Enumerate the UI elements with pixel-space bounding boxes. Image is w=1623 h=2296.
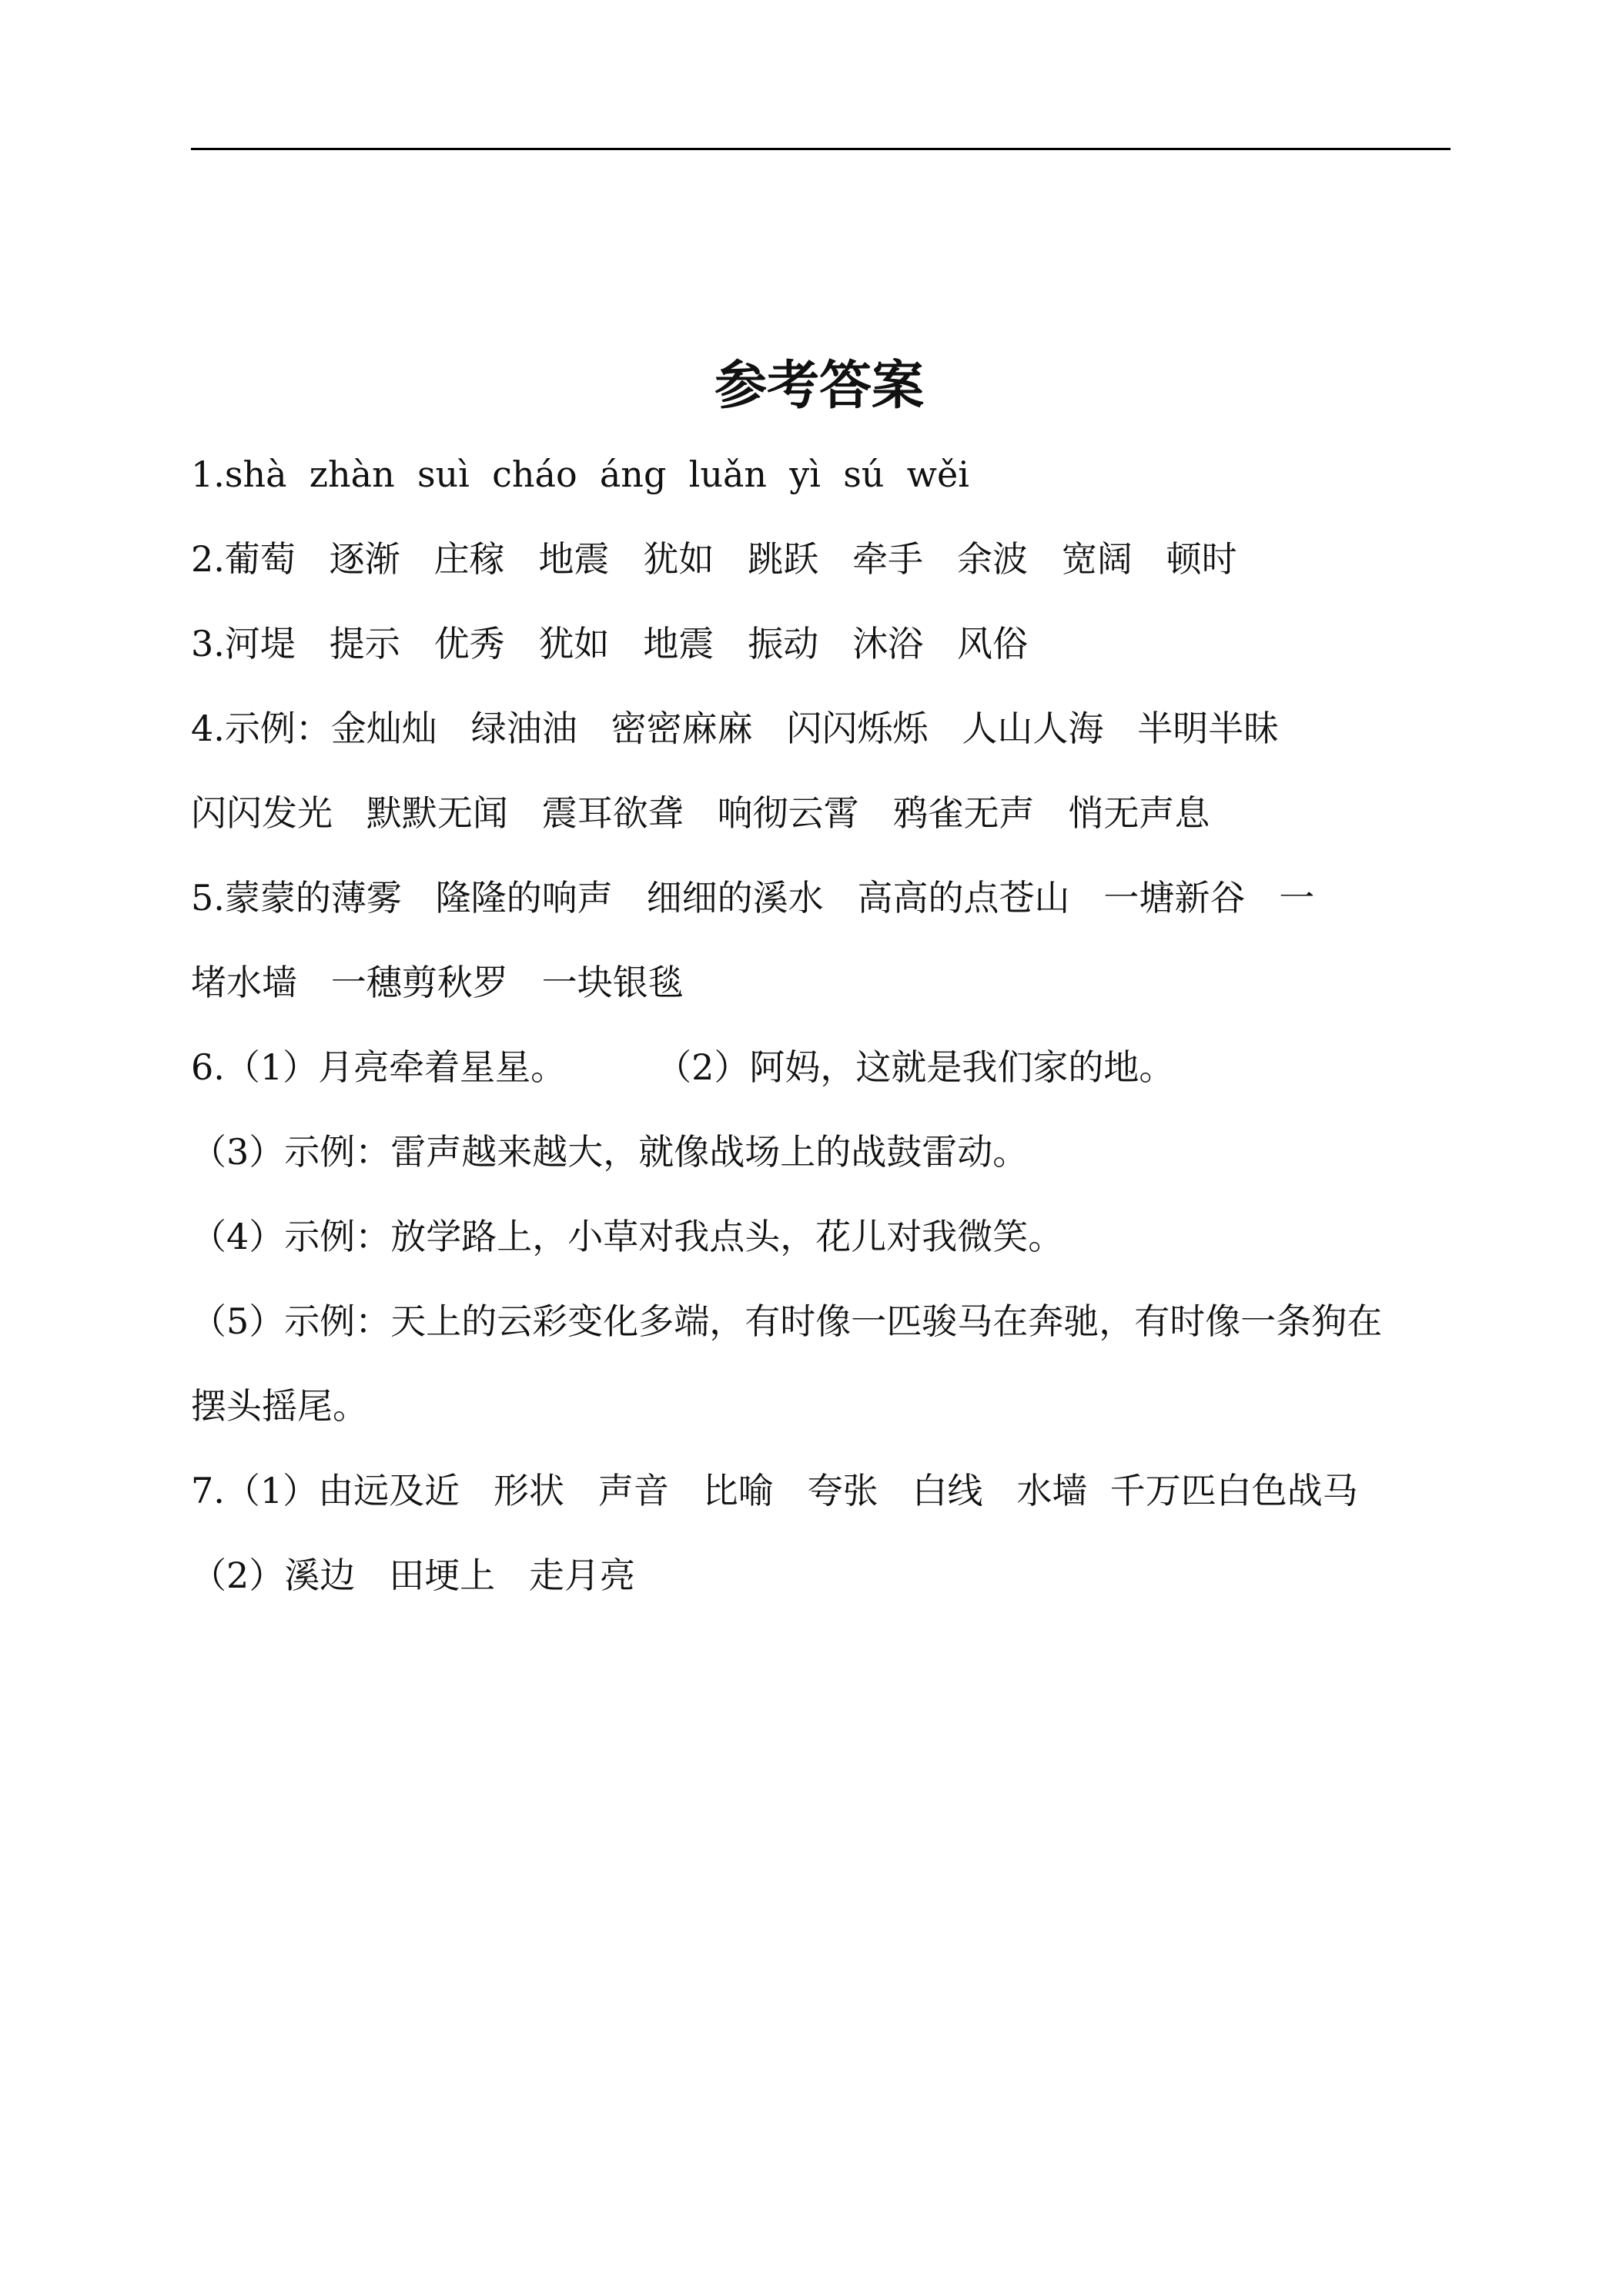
- answer-4-continued: 闪闪发光 默默无闻 震耳欲聋 响彻云霄 鸦雀无声 悄无声息: [191, 792, 1210, 834]
- answer-2: 2.葡萄 逐渐 庄稼 地震 犹如 跳跃 牵手 余波 宽阔 顿时: [191, 538, 1237, 580]
- answer-7-part-2: （2）溪边 田埂上 走月亮: [191, 1555, 635, 1596]
- answer-4: 4.示例：金灿灿 绿油油 密密麻麻 闪闪烁烁 人山人海 半明半昧: [191, 708, 1280, 749]
- header-rule: [191, 148, 1451, 150]
- answer-6-part-3: （3）示例：雷声越来越大，就像战场上的战鼓雷动。: [191, 1131, 1029, 1173]
- answer-1: 1.shà zhàn suì cháo áng luǎn yì sú wěi: [191, 454, 969, 495]
- answer-6-part-4: （4）示例：放学路上，小草对我点头，花儿对我微笑。: [191, 1216, 1064, 1257]
- answer-6-part-5-continued: 摆头摇尾。: [191, 1385, 368, 1427]
- answer-6-part-1-2: 6.（1）月亮牵着星星。 （2）阿妈，这就是我们家的地。: [191, 1046, 1175, 1088]
- answer-5-continued: 堵水墙 一穗剪秋罗 一块银毯: [191, 962, 684, 1003]
- answer-5: 5.蒙蒙的薄雾 隆隆的响声 细细的溪水 高高的点苍山 一塘新谷 一: [191, 877, 1315, 919]
- answer-6-part-5: （5）示例：天上的云彩变化多端，有时像一匹骏马在奔驰，有时像一条狗在: [191, 1300, 1383, 1342]
- answer-7-part-1: 7.（1）由远及近 形状 声音 比喻 夸张 白线 水墙 千万匹白色战马: [191, 1470, 1358, 1511]
- page-title: 参考答案: [714, 356, 924, 417]
- answer-3: 3.河堤 提示 优秀 犹如 地震 振动 沐浴 风俗: [191, 623, 1028, 664]
